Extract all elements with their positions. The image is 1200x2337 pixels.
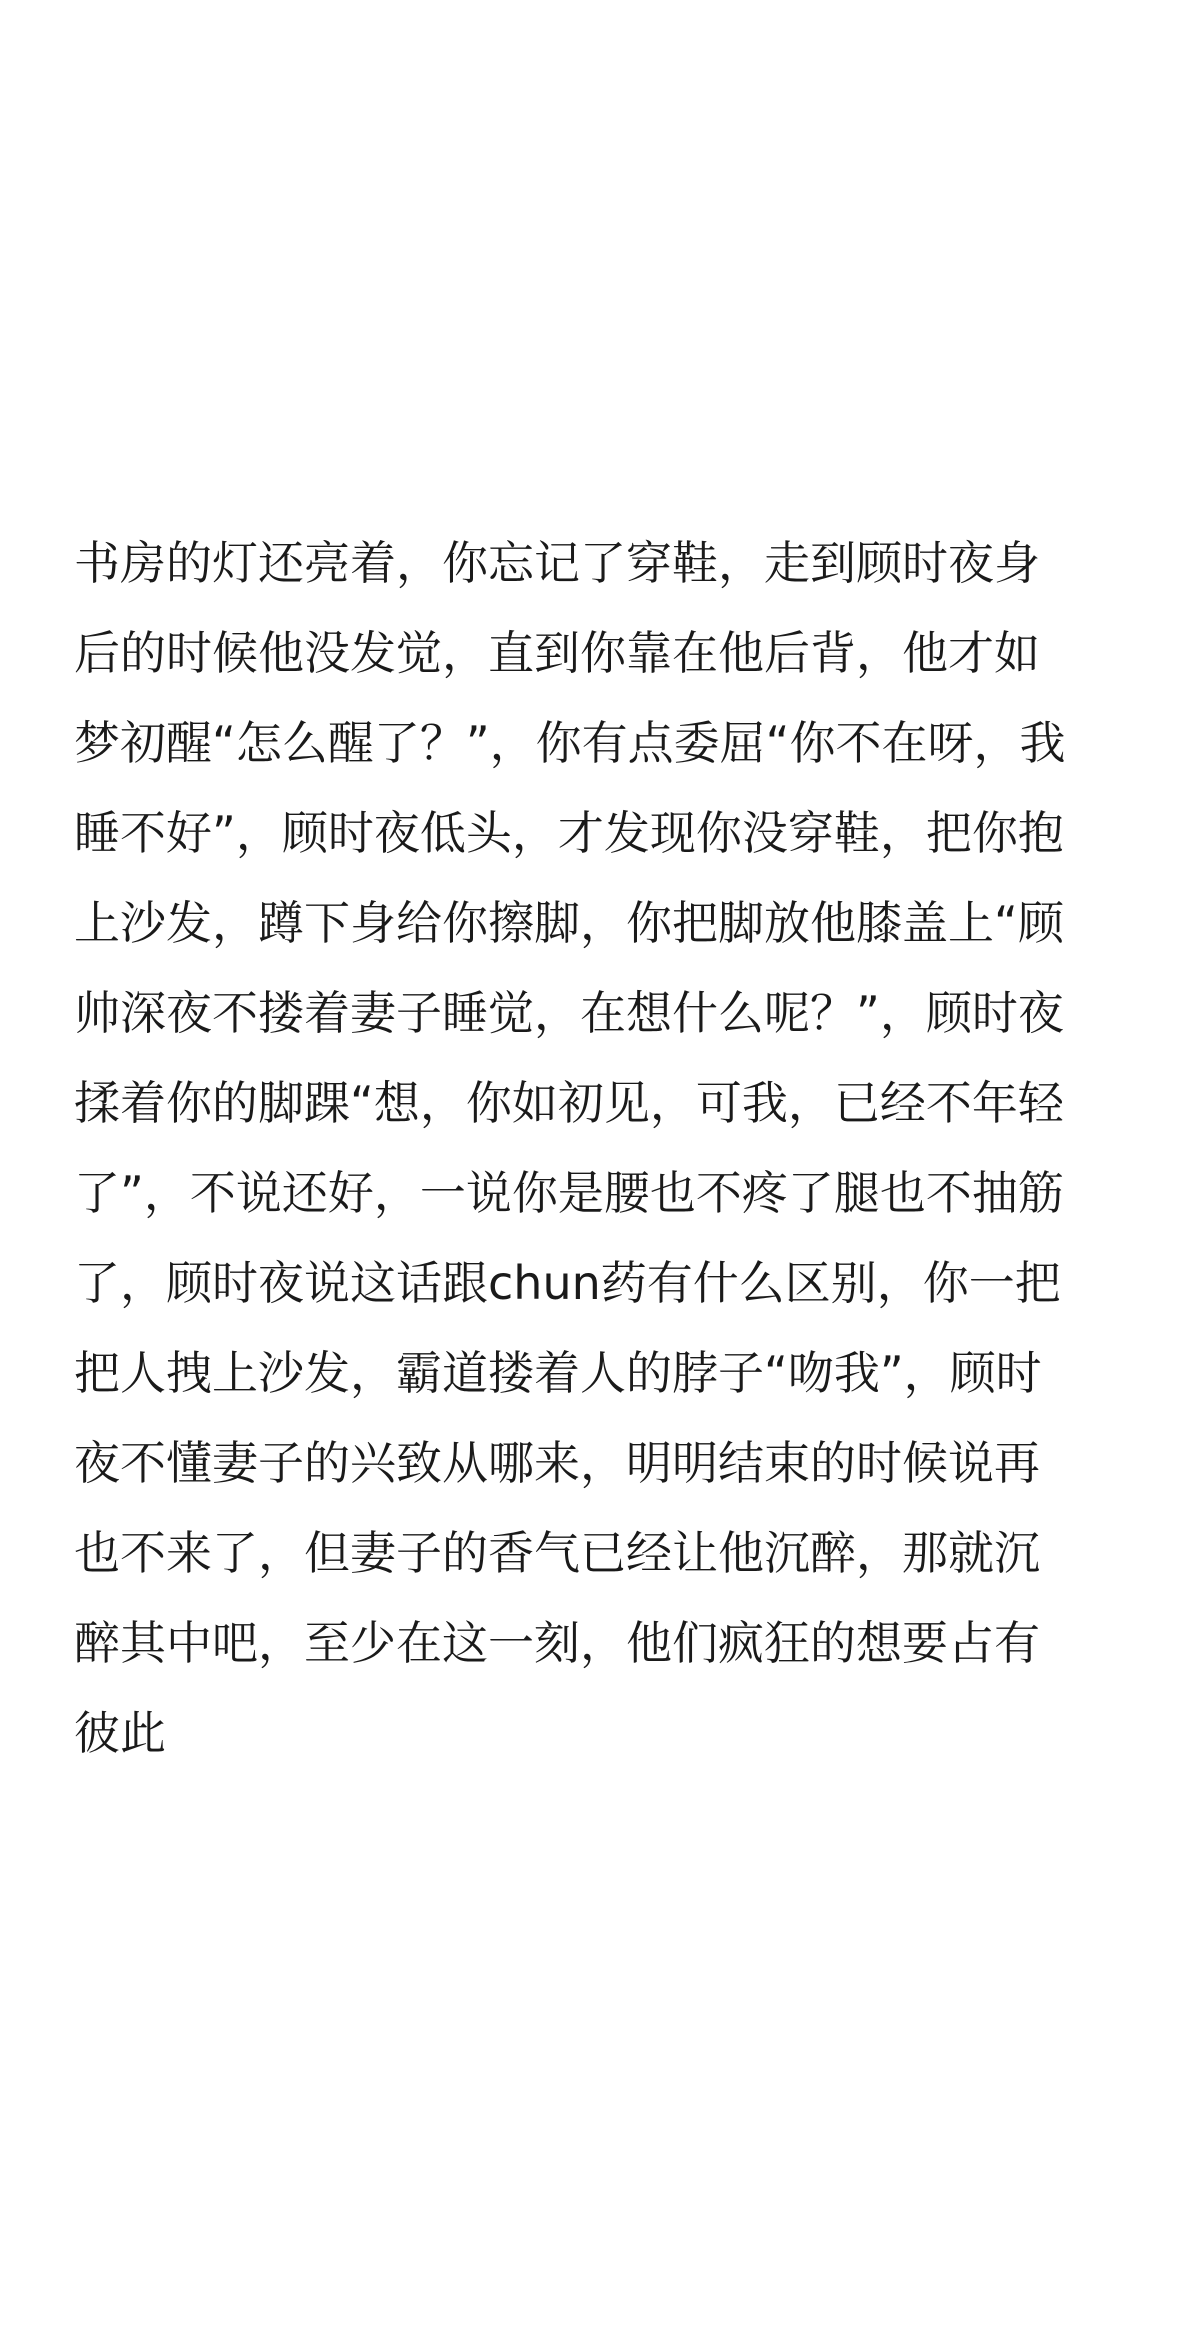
text-line: 后的时候他没发觉，直到你靠在他后背，他才如 [74,626,1040,680]
story-paragraph [74,518,1134,1778]
text-line: 帅深夜不搂着妻子睡觉，在想什么呢？”，顾时夜 [74,986,1064,1040]
text-line: 夜不懂妻子的兴致从哪来，明明结束的时候说再 [74,1436,1040,1490]
text-line: 醉其中吧，至少在这一刻，他们疯狂的想要占有 [74,1616,1040,1670]
text-line: 了，顾时夜说这话跟chun药有什么区别，你一把 [74,1256,1061,1310]
text-line: 把人拽上沙发，霸道搂着人的脖子“吻我”，顾时 [74,1346,1042,1400]
text-line: 上沙发，蹲下身给你擦脚，你把脚放他膝盖上“顾 [74,896,1064,950]
text-line: 睡不好”，顾时夜低头，才发现你没穿鞋，把你抱 [74,806,1064,860]
text-line: 梦初醒“怎么醒了？”，你有点委屈“你不在呀，我 [74,716,1066,770]
text-line: 也不来了，但妻子的香气已经让他沉醉，那就沉 [74,1526,1040,1580]
text-line: 了”，不说还好，一说你是腰也不疼了腿也不抽筋 [74,1166,1064,1220]
text-line: 揉着你的脚踝“想，你如初见，可我，已经不年轻 [74,1076,1064,1130]
text-line: 书房的灯还亮着，你忘记了穿鞋，走到顾时夜身 [74,536,1040,590]
text-line: 彼此 [74,1706,166,1760]
